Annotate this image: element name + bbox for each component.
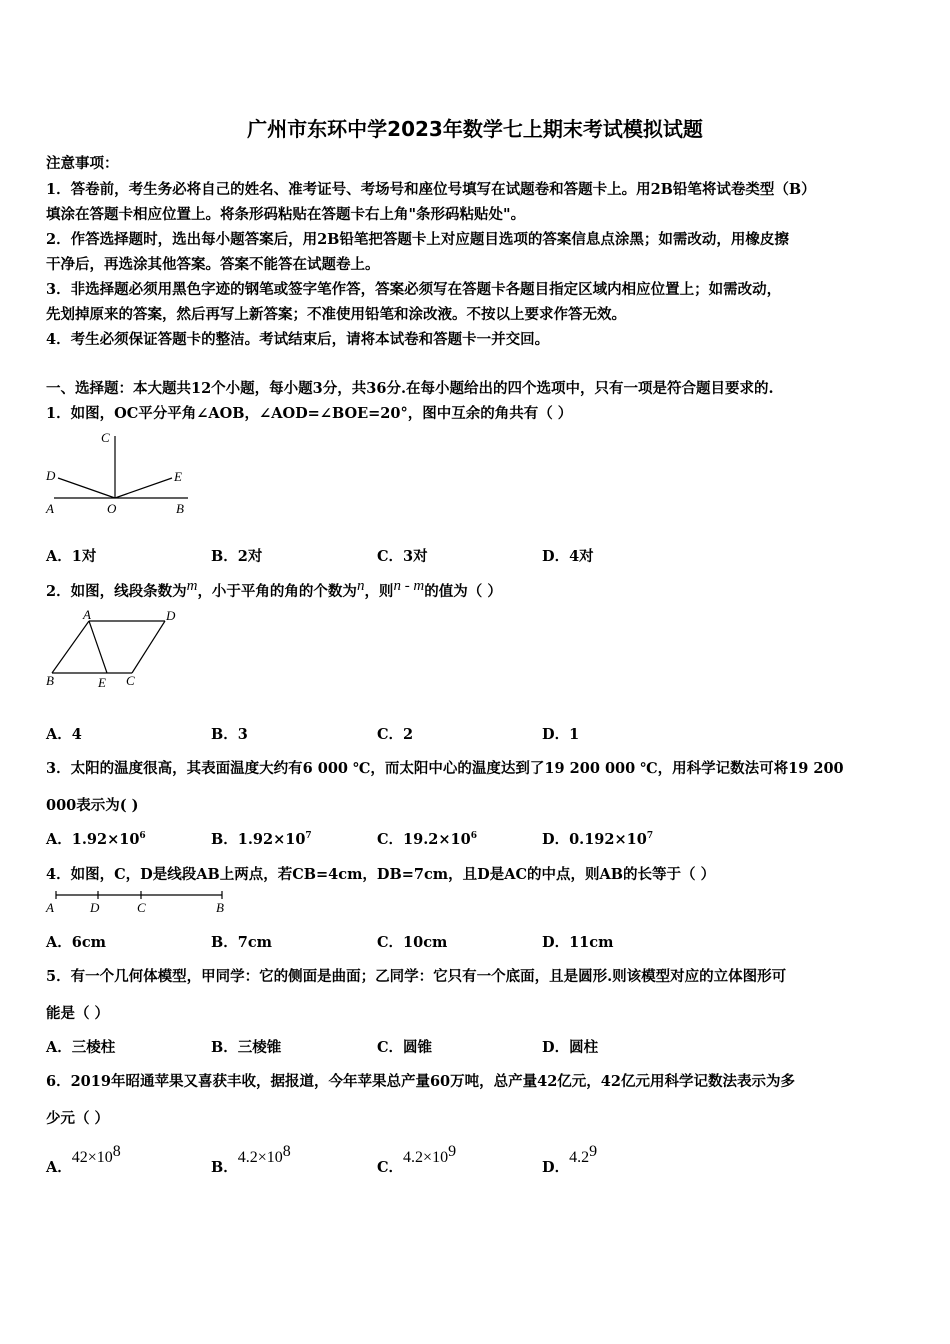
notes-line: 2．作答选择题时，选出每小题答案后，用2B铅笔把答题卡上对应题目选项的答案信息点涂黑；如需改动，用橡皮擦 [46,231,789,248]
q6-option-d [542,1143,598,1177]
point-label-b: B [46,673,54,688]
page-title: 广州市东环中学2023年数学七上期末考试模拟试题 [247,117,703,141]
q5-stem-line2: 能是（ ） [46,1005,110,1022]
ray-od [58,478,115,498]
q4-stem: 4．如图，C，D是线段AB上两点，若CB=4cm，DB=7cm，且D是AC的中点，则AB的长等于（ ） [46,866,716,883]
option-prefix: D． [542,831,570,848]
q4-option-a: A．6cm [46,934,107,951]
point-label-a: A [46,501,54,516]
option-exponent: 6 [139,831,146,842]
q2-stem-part: ，小于平角的角的个数为 [197,583,357,600]
option-exponent: 6 [470,831,477,842]
segment-ab [52,621,89,673]
point-label-d: D [90,900,100,915]
q2-expr-n-minus-m: n - m [393,578,425,594]
notes-heading: 注意事项： [46,155,119,172]
q2-option-c: C．2 [377,726,414,743]
q5-option-c: C．圆锥 [377,1039,433,1056]
q3-option-d [542,828,653,849]
option-base: 4.2×10 [403,1148,449,1166]
q1-option-a: A．1对 [46,548,97,565]
q3-option-a [46,828,146,849]
option-exponent: 9 [448,1143,457,1160]
q6-stem-line1: 6．2019年昭通苹果又喜获丰收，据报道，今年苹果总产量60万吨，总产量42亿元，42亿元用科学记数法表示为多 [46,1073,795,1090]
q2-option-a: A．4 [46,726,82,743]
segment-ae [89,621,107,673]
q2-parallelogram-figure [40,606,190,692]
point-label-b: B [176,501,184,516]
q4-option-c: C．10cm [377,934,448,951]
point-label-e: E [174,469,182,484]
q5-stem-line1: 5．有一个几何体模型，甲同学：它的侧面是曲面；乙同学：它只有一个底面，且是圆形.则该模型对应的立体图形可 [46,968,787,985]
option-base: 1.92×10 [237,831,306,848]
ray-oe [115,478,172,498]
notes-line: 干净后，再选涂其他答案。答案不能答在试题卷上。 [46,256,380,273]
q5-option-a: A．三棱柱 [46,1039,116,1056]
point-label-c: C [101,430,110,445]
option-prefix: D． [542,1158,570,1176]
option-exponent: 8 [112,1143,121,1160]
q2-option-d: D．1 [542,726,580,743]
option-exponent: 7 [305,831,312,842]
point-label-d: D [46,468,56,483]
option-exponent: 8 [282,1143,291,1160]
option-base: 42×10 [71,1148,113,1166]
option-prefix: B． [211,1158,238,1176]
notes-line: 先划掉原来的答案，然后再写上新答案；不准使用铅笔和涂改液。不按以上要求作答无效。 [46,306,626,323]
notes-line: 填涂在答题卡相应位置上。将条形码粘贴在答题卡右上角"条形码粘贴处"。 [46,206,526,223]
q2-var-m: m [186,578,198,594]
point-label-o: O [107,501,117,516]
point-label-c: C [126,673,135,688]
point-label-c: C [137,900,146,915]
option-prefix: C． [377,831,404,848]
option-prefix: A． [46,831,72,848]
q1-option-b: B．2对 [211,548,263,565]
q4-segment-figure [40,886,240,916]
notes-line: 4．考生必须保证答题卡的整洁。考试结束后，请将本试卷和答题卡一并交回。 [46,331,550,348]
q2-stem-part: ，则 [364,583,394,600]
point-label-a: A [83,607,91,622]
option-base: 1.92×10 [71,831,140,848]
q1-stem: 1．如图，OC平分平角∠AOB，∠AOD=∠BOE=20°，图中互余的角共有（ ） [46,405,573,422]
notes-line: 3．非选择题必须用黑色字迹的钢笔或签字笔作答，答案必须写在答题卡各题目指定区域内相应位置上；如需改动， [46,281,782,298]
option-base: 19.2×10 [403,831,471,848]
option-prefix: B． [211,831,238,848]
point-label-a: A [46,900,54,915]
option-base: 4.2×10 [237,1148,283,1166]
q5-option-d: D．圆柱 [542,1039,599,1056]
q1-angle-figure [40,428,200,520]
q2-stem [46,580,502,601]
option-exponent: 9 [589,1143,598,1160]
option-prefix: A． [46,1158,72,1176]
q3-option-c [377,828,477,849]
q2-var-n: n [356,578,365,594]
point-label-d: D [166,608,176,623]
option-exponent: 7 [646,831,654,842]
q6-option-c [377,1143,457,1177]
q6-option-b [211,1143,291,1177]
q1-option-d: D．4对 [542,548,594,565]
option-prefix: C． [377,1158,404,1176]
q5-option-b: B．三棱锥 [211,1039,282,1056]
section-heading: 一、选择题：本大题共12个小题，每小题3分，共36分.在每小题给出的四个选项中，只有一项是符合题目要求的. [46,380,774,397]
q2-stem-part: 的值为（ ） [424,583,502,600]
q4-option-b: B．7cm [211,934,273,951]
point-label-b: B [216,900,224,915]
point-label-e: E [98,675,106,690]
q2-stem-part: 2．如图，线段条数为 [46,583,187,600]
notes-line: 1．答卷前，考生务必将自己的姓名、准考证号、考场号和座位号填写在试题卷和答题卡上。用2B铅笔将试卷类型（B） [46,181,816,198]
segment-dc [132,621,165,673]
q3-stem-line1: 3．太阳的温度很高，其表面温度大约有6 000 ℃，而太阳中心的温度达到了19 200 000 ℃，用科学记数法可将19 200 [46,760,844,777]
q1-option-c: C．3对 [377,548,428,565]
q4-option-d: D．11cm [542,934,614,951]
q3-stem-line2: 000表示为( ) [46,797,139,814]
q3-option-b [211,828,312,849]
option-base: 4.2 [569,1148,590,1166]
q2-option-b: B．3 [211,726,248,743]
q6-option-a [46,1143,121,1177]
q6-stem-line2: 少元（ ） [46,1110,110,1127]
option-base: 0.192×10 [569,831,647,848]
